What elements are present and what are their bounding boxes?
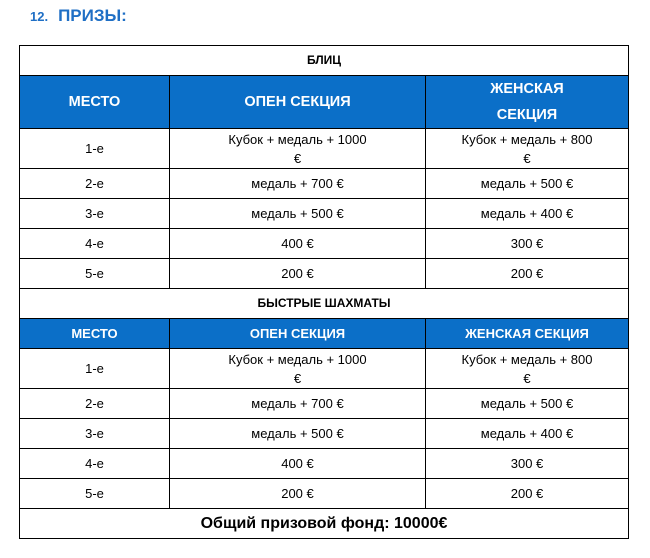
open-prize-cell: медаль + 700 € [170,169,426,199]
women-prize-cell: 200 € [426,259,629,289]
prizes-table [19,45,629,539]
open-prize-cell: медаль + 700 € [170,389,426,419]
blitz-title: БЛИЦ [20,46,629,76]
open-prize-cell: 400 € [170,449,426,479]
rapid-header-row [20,319,629,349]
section-heading [30,6,127,26]
table-row [20,479,629,509]
place-cell: 1-е [20,129,170,169]
table-row [20,169,629,199]
table-row [20,389,629,419]
open-prize-cell: 400 € [170,229,426,259]
section-number: 12. [30,9,49,24]
place-cell: 4-е [20,229,170,259]
blitz-header-place: МЕСТО [20,76,170,129]
place-cell: 2-е [20,389,170,419]
place-cell: 3-е [20,419,170,449]
table-row [20,229,629,259]
open-prize-cell: 200 € [170,259,426,289]
women-prize-cell: медаль + 500 € [426,169,629,199]
rapid-header-place: МЕСТО [20,319,170,349]
open-prize-cell: Кубок + медаль + 1000 € [170,129,426,169]
place-cell: 4-е [20,449,170,479]
women-prize-cell: Кубок + медаль + 800 € [426,349,629,389]
place-cell: 3-е [20,199,170,229]
women-prize-cell: медаль + 400 € [426,419,629,449]
women-prize-cell: Кубок + медаль + 800 € [426,129,629,169]
women-prize-cell: медаль + 500 € [426,389,629,419]
women-prize-cell: медаль + 400 € [426,199,629,229]
total-row [20,509,629,539]
rapid-header-women: ЖЕНСКАЯ СЕКЦИЯ [426,319,629,349]
place-cell: 5-е [20,479,170,509]
blitz-header-women: ЖЕНСКАЯ СЕКЦИЯ [426,76,629,129]
open-prize-cell: 200 € [170,479,426,509]
table-row [20,199,629,229]
table-row [20,129,629,169]
rapid-title-row [20,289,629,319]
blitz-title-row [20,46,629,76]
open-prize-cell: Кубок + медаль + 1000 € [170,349,426,389]
blitz-header-row [20,76,629,129]
open-prize-cell: медаль + 500 € [170,419,426,449]
women-prize-cell: 300 € [426,449,629,479]
section-title: ПРИЗЫ: [58,6,127,25]
place-cell: 5-е [20,259,170,289]
blitz-header-open: ОПЕН СЕКЦИЯ [170,76,426,129]
place-cell: 1-е [20,349,170,389]
women-prize-cell: 300 € [426,229,629,259]
rapid-header-open: ОПЕН СЕКЦИЯ [170,319,426,349]
open-prize-cell: медаль + 500 € [170,199,426,229]
women-prize-cell: 200 € [426,479,629,509]
table-row [20,259,629,289]
place-cell: 2-е [20,169,170,199]
table-row [20,349,629,389]
table-row [20,449,629,479]
rapid-title: БЫСТРЫЕ ШАХМАТЫ [20,289,629,319]
total-prize-fund: Общий призовой фонд: 10000€ [20,509,629,539]
table-row [20,419,629,449]
